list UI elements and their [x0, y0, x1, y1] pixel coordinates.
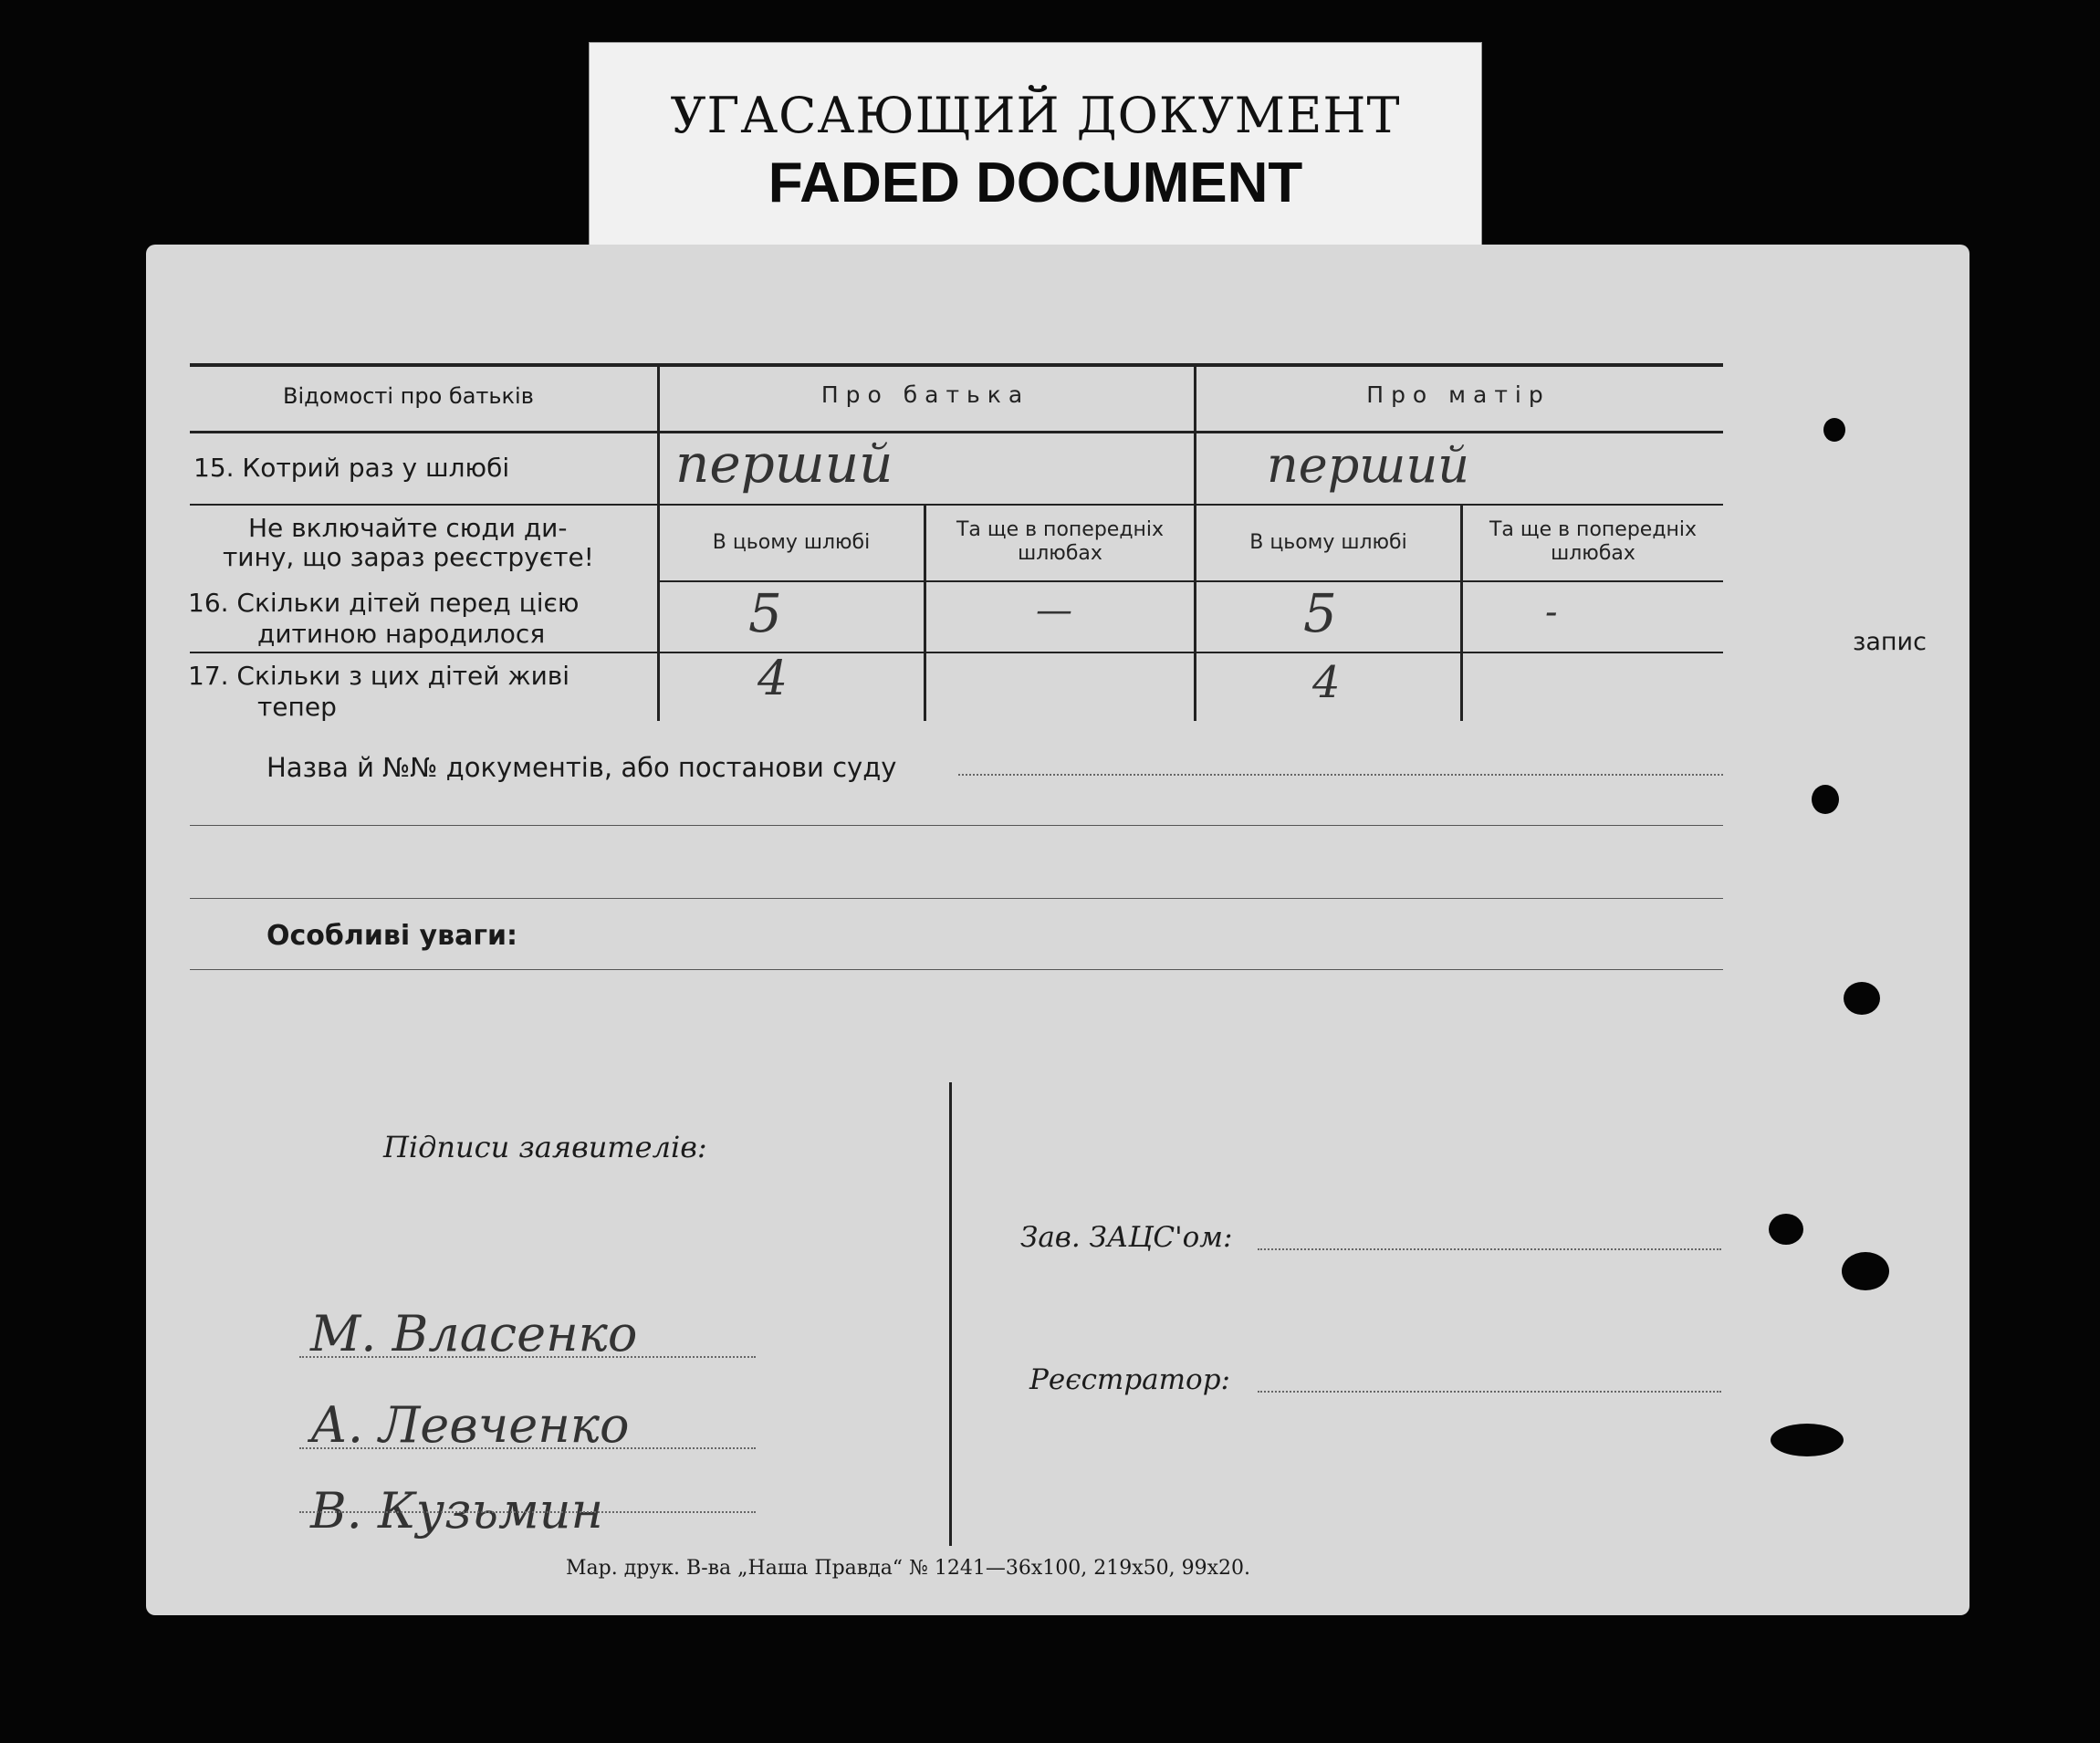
archive-label-russian: УГАСАЮЩИЙ ДОКУМЕНТ — [670, 87, 1401, 144]
row17-father-this-value: 4 — [757, 652, 789, 706]
special-notes-line — [190, 969, 1723, 970]
row16-label-line-1: 16. Скільки дітей перед цією — [188, 588, 580, 618]
row15-label: 15. Котрий раз у шлюбі — [193, 453, 510, 483]
signature-line-2: А. Левченко — [310, 1396, 630, 1454]
documents-dotted-line — [958, 774, 1723, 776]
printer-imprint: Мар. друк. В-ва „Наша Правда“ № 1241—36х100, 219х50, 99х20. — [566, 1557, 1250, 1580]
row17-label-line-1: 17. Скільки з цих дітей живі — [188, 661, 570, 691]
punch-hole — [1844, 982, 1880, 1015]
father-this-marriage-header: В цьому шлюбі — [712, 531, 871, 554]
signature-section-divider — [949, 1082, 952, 1546]
father-previous-marriages-header-2: шлюбах — [1018, 542, 1102, 565]
documents-line-3 — [190, 898, 1723, 899]
mother-previous-marriages-header-1: Та ще в попередніх — [1489, 518, 1698, 541]
row17-label-line-2: тепер — [257, 692, 337, 722]
registrar-dotted-line — [1258, 1391, 1721, 1393]
special-notes-label: Особливі уваги: — [266, 920, 518, 952]
signatures-label: Підписи заявителів: — [383, 1130, 707, 1164]
documents-label: Назва й №№ документів, або постанови суду — [266, 752, 897, 783]
archive-label-card — [589, 42, 1482, 252]
documents-line-2 — [190, 825, 1723, 826]
registry-head-dotted-line — [1258, 1248, 1721, 1250]
table-row15-border — [190, 504, 1723, 506]
table-header-border — [190, 431, 1723, 433]
note-line-1: Не включайте сюди ди- — [248, 513, 568, 543]
punch-hole — [1812, 785, 1839, 814]
registrar-label: Реєстратор: — [1029, 1363, 1230, 1396]
row16-mother-this-value: 5 — [1303, 582, 1337, 644]
header-about-father: Про батька — [820, 381, 1030, 408]
row15-mother-value: перший — [1267, 436, 1470, 494]
signature-line-1: М. Власенко — [310, 1305, 638, 1362]
mother-this-marriage-header: В цьому шлюбі — [1249, 531, 1407, 554]
document-sheet — [146, 245, 1969, 1615]
margin-note: запис — [1853, 628, 1927, 656]
header-parents-info: Відомості про батьків — [283, 383, 534, 409]
row16-father-previous-value: — — [1036, 590, 1072, 631]
punch-hole — [1823, 418, 1845, 442]
table-top-border — [190, 363, 1723, 367]
punch-hole — [1771, 1424, 1844, 1456]
archive-label-english: FADED DOCUMENT — [768, 151, 1303, 214]
punch-hole — [1842, 1252, 1889, 1290]
signature-line-3: В. Кузьмин — [310, 1482, 604, 1539]
registry-head-label: Зав. ЗАЦС'ом: — [1020, 1221, 1233, 1254]
signature-dotted-line-3 — [299, 1511, 756, 1513]
row16-father-this-value: 5 — [748, 582, 782, 644]
row16-mother-previous-value: - — [1545, 591, 1558, 633]
father-previous-marriages-header-1: Та ще в попередніх — [956, 518, 1165, 541]
signature-dotted-line-2 — [299, 1447, 756, 1449]
row17-mother-this-value: 4 — [1312, 657, 1341, 708]
punch-hole — [1769, 1214, 1803, 1245]
note-line-2: тину, що зараз реєструєте! — [223, 542, 594, 572]
table-subheader-border — [657, 580, 1723, 582]
header-about-mother: Про матір — [1366, 381, 1551, 408]
signature-dotted-line-1 — [299, 1356, 756, 1358]
row16-label-line-2: дитиною народилося — [257, 619, 546, 649]
mother-previous-marriages-header-2: шлюбах — [1551, 542, 1635, 565]
table-row16-border — [190, 652, 1723, 653]
row15-father-value: перший — [675, 433, 893, 495]
